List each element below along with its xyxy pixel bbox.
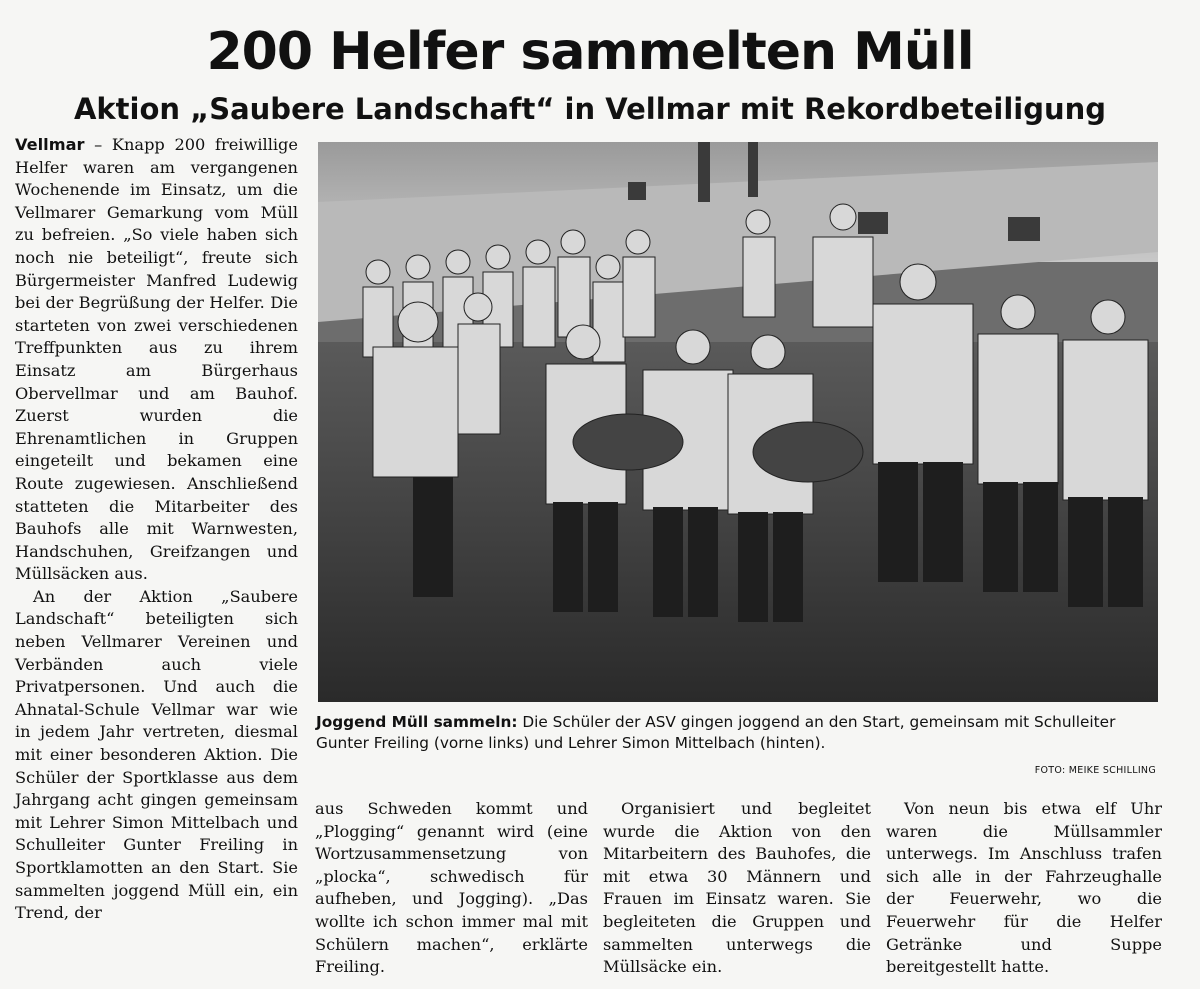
paragraph-1	[15, 134, 298, 586]
article-column-2	[315, 798, 588, 979]
column-3-paragraph: Organisiert und begleitet wurde die Aktion von den Mitarbeitern des Bauhofes, die mit etwa 30 Männern und Frauen im Einsatz waren. Sie begleiteten die Gruppen und sammelten unterwegs die Müllsäcke ein.	[603, 799, 871, 977]
article-column-1	[15, 134, 298, 925]
paragraph-1-text: – Knapp 200 freiwillige Helfer waren am vergangenen Wochenende im Einsatz, um die Vellmarer Gemarkung vom Müll zu befreien. „So viele haben sich noch nie beteiligt“, freute sich Bürgermeister Manfred Ludewig bei der Begrüßung der Helfer. Die starteten von zwei verschiedenen Treffpunkten aus zu ihrem Einsatz am Bürgerhaus Obervellmar und am Bauhof. Zuerst wurden die Ehrenamtlichen in Gruppen eingeteilt und bekamen eine Route zugewiesen. Anschließend statteten die Mitarbeiter des Bauhofs alle mit Warnwesten, Handschuhen, Greifzangen und Müllsäcken aus.	[15, 135, 298, 584]
photo-credit: FOTO: MEIKE SCHILLING	[1034, 765, 1156, 776]
article-photo	[318, 142, 1158, 702]
column-4-paragraph: Von neun bis etwa elf Uhr waren die Müllsammler unterwegs. Im Anschluss trafen sich alle in der Fahrzeughalle der Feuerwehr, wo die Feuerwehr für die Helfer Getränke und Suppe bereitgestellt hatte.	[886, 799, 1162, 977]
caption-lead: Joggend Müll sammeln:	[316, 713, 518, 731]
column-2-paragraph: aus Schweden kommt und „Plogging“ genannt wird (eine Wortzusammensetzung von „plocka“, schwedisch für aufheben, und Jogging). „Das wollte ich schon immer mal mit Schülern machen“, erklärte Freiling.	[315, 799, 588, 977]
dateline: Vellmar	[15, 135, 85, 154]
article-column-4	[886, 798, 1162, 979]
photo-caption	[316, 712, 1166, 753]
caption-text: Die Schüler der ASV gingen joggend an den Start, gemeinsam mit Schulleiter Gunter Freiling (vorne links) und Lehrer Simon Mittelbach (hinten).	[316, 713, 1116, 752]
paragraph-2: An der Aktion „Saubere Landschaft“ beteiligten sich neben Vellmarer Vereinen und Verbänden auch viele Privatpersonen. Und auch die Ahnatal-Schule Vellmar war wie in jedem Jahr vertreten, diesmal mit einer besonderen Aktion. Die Schüler der Sportklasse aus dem Jahrgang acht gingen gemeinsam mit Lehrer Simon Mittelbach und Schulleiter Gunter Freiling in Sportklamotten an den Start. Sie sammelten joggend Müll ein, ein Trend, der	[15, 586, 298, 923]
article-column-3	[603, 798, 871, 979]
article-headline: 200 Helfer sammelten Müll	[206, 22, 974, 82]
group-photo-image	[318, 142, 1158, 702]
article-subheadline: Aktion „Saubere Landschaft“ in Vellmar mit Rekordbeteiligung	[73, 92, 1107, 126]
